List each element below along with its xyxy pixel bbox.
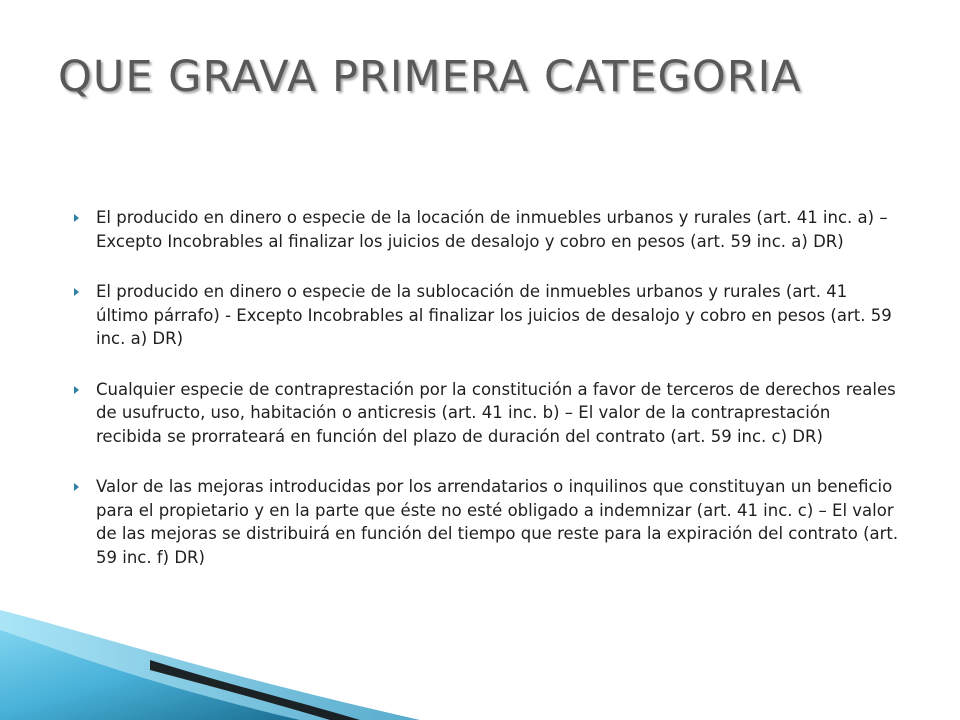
bullet-item	[70, 206, 900, 253]
triangle-right-icon	[74, 483, 79, 491]
decorative-wave-corner	[0, 590, 420, 720]
wave-dark-stripe	[150, 660, 360, 720]
bullet-text: El producido en dinero o especie de la locación de inmuebles urbanos y rurales (art. 41 inc. a) – Excepto Incobrables al finalizar los juicios de desalojo y cobro en pesos (art. 59 inc. a) DR)	[96, 208, 888, 251]
slide-title: QUE GRAVA PRIMERA CATEGORIA	[58, 52, 802, 102]
wave-shape-front	[0, 630, 300, 720]
bullet-text: Cualquier especie de contraprestación por la constitución a favor de terceros de derechos reales de usufructo, uso, habitación o anticresis (art. 41 inc. b) – El valor de la contraprestación recibida se prorrateará en función del plazo de duración del contrato (art. 59 inc. c) DR)	[96, 379, 896, 446]
triangle-right-icon	[74, 288, 79, 296]
bullet-list	[70, 206, 900, 596]
bullet-text: El producido en dinero o especie de la sublocación de inmuebles urbanos y rurales (art. 41 último párrafo) - Excepto Incobrables al finalizar los juicios de desalojo y cobro en pesos (art. 59 inc. a) DR)	[96, 282, 892, 348]
bullet-item	[70, 280, 900, 351]
bullet-item	[70, 475, 900, 569]
triangle-right-icon	[74, 214, 79, 222]
bullet-item	[70, 378, 900, 449]
triangle-right-icon	[74, 386, 79, 394]
wave-shape-back	[0, 610, 420, 720]
bullet-text: Valor de las mejoras introducidas por los arrendatarios o inquilinos que constituyan un beneficio para el propietario y en la parte que éste no esté obligado a indemnizar (art. 41 inc. c) – El valor de las mejoras se distribuirá en función del tiempo que reste para la expiración del contrato (art. 59 inc. f) DR)	[96, 477, 899, 567]
